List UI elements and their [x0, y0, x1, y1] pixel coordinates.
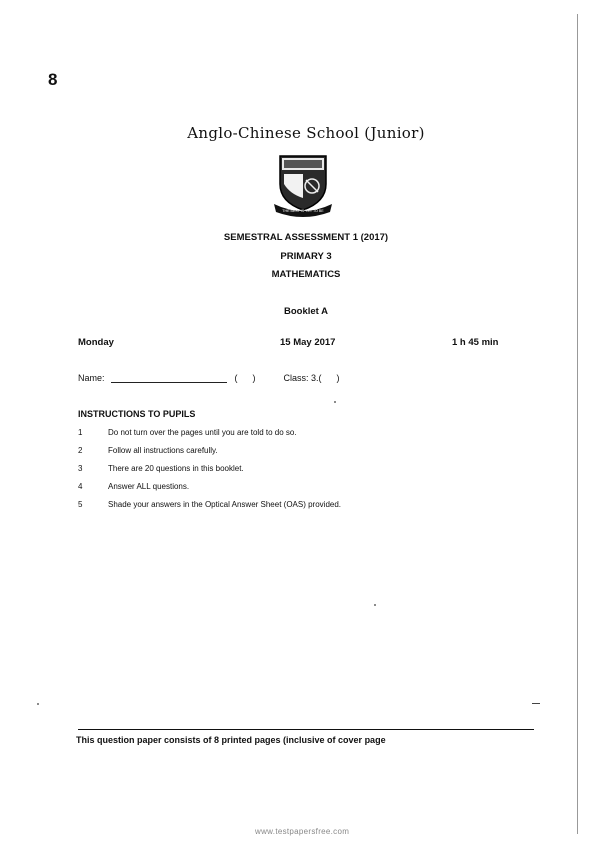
scan-mark — [532, 703, 540, 704]
instruction-text: Shade your answers in the Optical Answer Sheet (OAS) provided. — [108, 500, 342, 509]
school-crest-icon — [270, 150, 336, 218]
instruction-number: 2 — [78, 446, 83, 455]
subject-label: MATHEMATICS — [271, 269, 341, 280]
instruction-item — [78, 446, 218, 455]
instruction-text: There are 20 questions in this booklet. — [108, 464, 244, 473]
instruction-text: Do not turn over the pages until you are told to do so. — [108, 428, 297, 437]
name-blank-line — [111, 372, 227, 383]
instructions-title: INSTRUCTIONS TO PUPILS — [78, 409, 196, 419]
instruction-number: 4 — [78, 482, 83, 491]
exam-date: 15 May 2017 — [280, 337, 336, 348]
name-label: Name: — [78, 373, 105, 383]
index-number-brackets: ( ) — [234, 373, 256, 383]
instruction-text: Answer ALL questions. — [108, 482, 190, 491]
scan-speck — [37, 703, 39, 705]
instruction-item — [78, 482, 189, 491]
scan-speck — [334, 401, 336, 403]
exam-duration: 1 h 45 min — [452, 337, 499, 348]
page-count-note: This question paper consists of 8 printed pages (inclusive of cover page — [76, 735, 386, 745]
instruction-number: 3 — [78, 464, 83, 473]
instruction-item — [78, 464, 244, 473]
assessment-title: SEMESTRAL ASSESSMENT 1 (2017) — [223, 232, 389, 243]
watermark: www.testpapersfree.com — [255, 827, 350, 836]
footer-rule — [78, 729, 534, 730]
instruction-number: 1 — [78, 428, 83, 437]
page-number: 8 — [48, 70, 58, 89]
instruction-text: Follow all instructions carefully. — [108, 446, 218, 455]
school-name: Anglo-Chinese School (Junior) — [187, 124, 425, 142]
level-label: PRIMARY 3 — [280, 251, 332, 262]
name-class-row — [78, 372, 340, 383]
class-label: Class: 3.( ) — [283, 373, 340, 383]
instruction-number: 5 — [78, 500, 83, 509]
crest-motto: THE BEST IS YET TO BE — [282, 209, 324, 213]
booklet-label: Booklet A — [284, 306, 328, 317]
instruction-item — [78, 500, 341, 509]
instruction-item — [78, 428, 297, 437]
exam-day: Monday — [78, 337, 114, 348]
scan-speck — [374, 604, 376, 606]
